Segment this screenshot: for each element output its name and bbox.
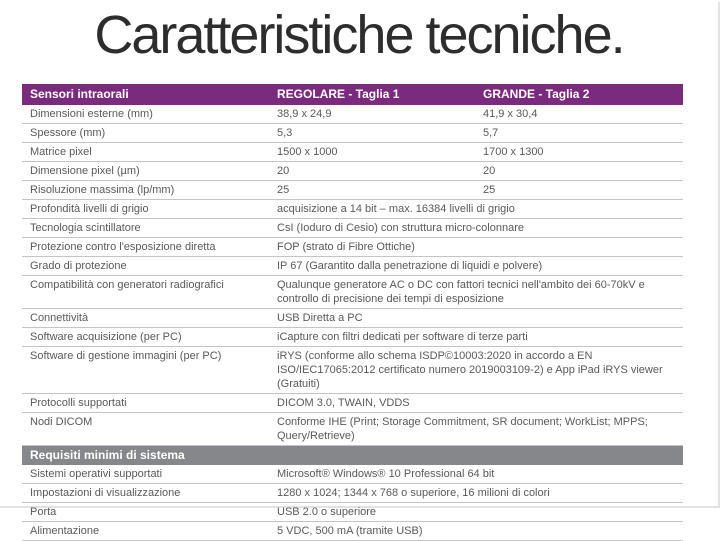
row-value-grande: 20 bbox=[483, 165, 496, 177]
spec-sheet-page bbox=[0, 2, 720, 537]
header-sensori-intraorali: Sensori intraorali bbox=[30, 87, 129, 101]
row-label: Connettività bbox=[30, 312, 89, 324]
table-row-dimensione-pixel bbox=[22, 162, 683, 181]
table-row-protezione-esposizione bbox=[22, 238, 683, 257]
table-row-alimentazione bbox=[22, 522, 683, 541]
row-label: Alimentazione bbox=[30, 525, 100, 537]
row-value: Qualunque generatore AC o DC con fattori tecnici nell'ambito dei 60-70kV e controllo di precisione dei tempi di esposizione bbox=[277, 279, 645, 305]
row-label: Impostazioni di visualizzazione bbox=[30, 487, 181, 499]
header-regolare-taglia1: REGOLARE - Taglia 1 bbox=[277, 87, 400, 101]
section-title: Requisiti minimi di sistema bbox=[30, 448, 185, 462]
row-value: Conforme IHE (Print; Storage Commitment, SR document; WorkList; MPPS; Query/Retrieve) bbox=[277, 416, 648, 442]
row-label: Dimensione pixel (µm) bbox=[30, 165, 140, 177]
row-value: 1280 x 1024; 1344 x 768 o superiore, 16 milioni di colori bbox=[277, 487, 550, 499]
row-value-regolare: 25 bbox=[277, 184, 290, 196]
table-row-software-acquisizione bbox=[22, 328, 683, 347]
row-value: 5 VDC, 500 mA (tramite USB) bbox=[277, 525, 423, 537]
row-label: Dimensioni esterne (mm) bbox=[30, 108, 153, 120]
row-value-regolare: 5,3 bbox=[277, 127, 293, 139]
row-label: Profondità livelli di grigio bbox=[30, 203, 149, 215]
row-value: USB Diretta a PC bbox=[277, 312, 363, 324]
row-value: iRYS (conforme allo schema ISDP©10003:2020 in accordo a EN ISO/IEC17065:2012 certificato numero 2019003109-2) e App iPad iRYS viewer (Gratuiti) bbox=[277, 350, 663, 390]
table-row-nodi-dicom bbox=[22, 413, 683, 446]
row-label: Nodi DICOM bbox=[30, 416, 93, 428]
row-label: Matrice pixel bbox=[30, 146, 92, 158]
row-label: Grado di protezione bbox=[30, 260, 127, 272]
row-value-regolare: 38,9 x 24,9 bbox=[277, 108, 332, 120]
row-value-regolare: 20 bbox=[277, 165, 290, 177]
row-label: Porta bbox=[30, 506, 57, 518]
table-header-row bbox=[22, 84, 683, 105]
table-row-compatibilita-generatori bbox=[22, 276, 683, 309]
row-value-grande: 25 bbox=[483, 184, 496, 196]
row-value: IP 67 (Garantito dalla penetrazione di liquidi e polvere) bbox=[277, 260, 543, 272]
row-label: Protocolli supportati bbox=[30, 397, 127, 409]
table-row-porta bbox=[22, 503, 683, 522]
row-label: Software di gestione immagini (per PC) bbox=[30, 350, 222, 362]
row-value-grande: 5,7 bbox=[483, 127, 499, 139]
table-row-sistemi-operativi bbox=[22, 465, 683, 484]
row-value-grande: 41,9 x 30,4 bbox=[483, 108, 538, 120]
row-value: iCapture con filtri dedicati per software di terze parti bbox=[277, 331, 528, 343]
row-label: Spessore (mm) bbox=[30, 127, 106, 139]
table-row-software-gestione bbox=[22, 347, 683, 394]
table-row-risoluzione-massima bbox=[22, 181, 683, 200]
table-row-grado-protezione bbox=[22, 257, 683, 276]
row-value-regolare: 1500 x 1000 bbox=[277, 146, 338, 158]
page-title: Caratteristiche tecniche. bbox=[94, 5, 624, 65]
row-label: Sistemi operativi supportati bbox=[30, 468, 163, 480]
table-row-spessore bbox=[22, 124, 683, 143]
table-row-impostazioni-visualizzazione bbox=[22, 484, 683, 503]
row-label: Software acquisizione (per PC) bbox=[30, 331, 182, 343]
header-grande-taglia2: GRANDE - Taglia 2 bbox=[483, 87, 590, 101]
row-label: Tecnologia scintillatore bbox=[30, 222, 141, 234]
row-value: FOP (strato di Fibre Ottiche) bbox=[277, 241, 415, 253]
table-row-tecnologia-scintillatore bbox=[22, 219, 683, 238]
row-value: Microsoft® Windows® 10 Professional 64 bit bbox=[277, 468, 495, 480]
table-row-protocolli bbox=[22, 394, 683, 413]
row-label: Protezione contro l'esposizione diretta bbox=[30, 241, 216, 253]
section-header-requisiti bbox=[22, 446, 683, 465]
row-value-grande: 1700 x 1300 bbox=[483, 146, 544, 158]
row-value: CsI (Ioduro di Cesio) con struttura micro-colonnare bbox=[277, 222, 524, 234]
row-value: USB 2.0 o superiore bbox=[277, 506, 377, 518]
row-value: DICOM 3.0, TWAIN, VDDS bbox=[277, 397, 410, 409]
table-row-profondita-grigio bbox=[22, 200, 683, 219]
row-label: Compatibilità con generatori radiografici bbox=[30, 279, 224, 291]
table-row-dimensioni-esterne bbox=[22, 105, 683, 124]
row-label: Risoluzione massima (lp/mm) bbox=[30, 184, 175, 196]
table-row-connettivita bbox=[22, 309, 683, 328]
table-row-matrice-pixel bbox=[22, 143, 683, 162]
spec-table bbox=[22, 84, 683, 541]
row-value: acquisizione a 14 bit – max. 16384 livelli di grigio bbox=[277, 203, 515, 215]
